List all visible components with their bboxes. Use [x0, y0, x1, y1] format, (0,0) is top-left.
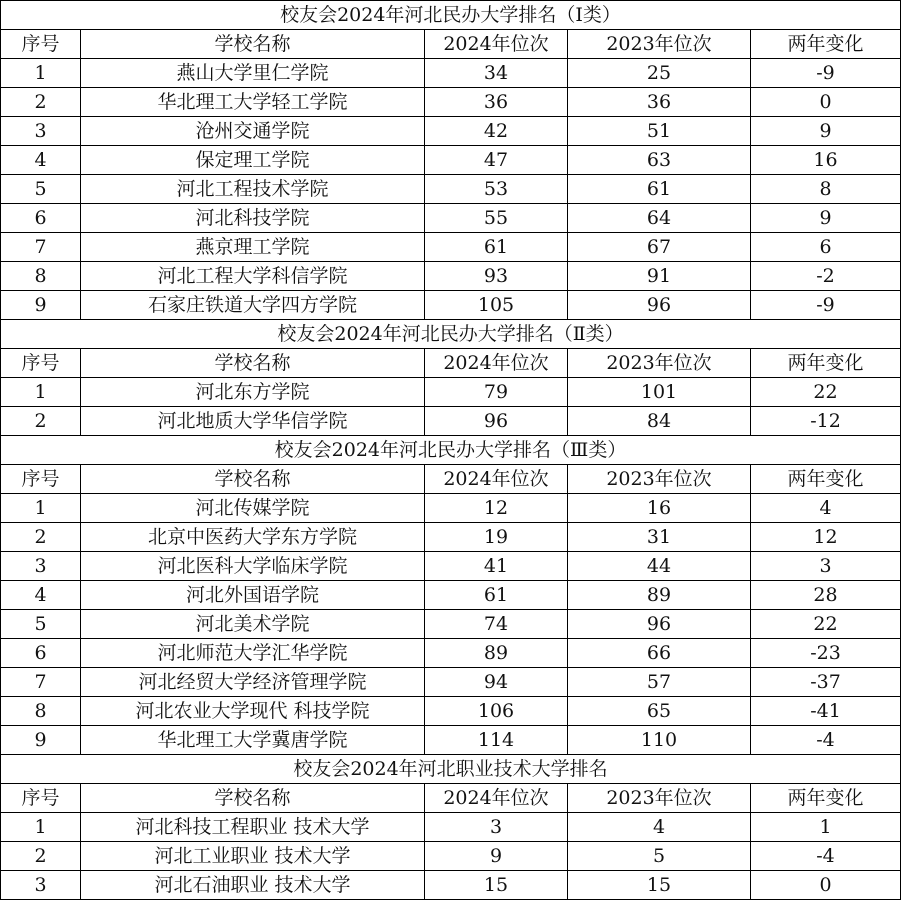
section-title: 校友会2024年河北民办大学排名（Ⅲ类） [1, 436, 901, 465]
rank-index-cell: 7 [1, 668, 81, 697]
rank-index-cell: 3 [1, 552, 81, 581]
rank-change-cell: 0 [751, 871, 901, 900]
rank-2024-cell: 61 [425, 581, 568, 610]
rank-2024-cell: 114 [425, 726, 568, 755]
rank-index-cell: 2 [1, 842, 81, 871]
table-row [1, 117, 901, 146]
school-name-cell: 河北东方学院 [81, 378, 425, 407]
table-row [1, 842, 901, 871]
rank-2023-cell: 25 [568, 59, 751, 88]
rank-change-cell: -9 [751, 291, 901, 320]
school-name-cell: 河北经贸大学经济管理学院 [81, 668, 425, 697]
header-rank-2024: 2024年位次 [425, 30, 568, 59]
table-row [1, 175, 901, 204]
school-name-cell: 河北农业大学现代 科技学院 [81, 697, 425, 726]
table-row [1, 871, 901, 900]
rank-change-cell: -41 [751, 697, 901, 726]
header-school-name: 学校名称 [81, 784, 425, 813]
school-name-cell: 石家庄铁道大学四方学院 [81, 291, 425, 320]
rank-2024-cell: 15 [425, 871, 568, 900]
school-name-cell: 河北工程大学科信学院 [81, 262, 425, 291]
rank-change-cell: 3 [751, 552, 901, 581]
header-rank-2024: 2024年位次 [425, 784, 568, 813]
rank-2023-cell: 101 [568, 378, 751, 407]
rank-index-cell: 6 [1, 639, 81, 668]
table-row [1, 813, 901, 842]
rank-2023-cell: 110 [568, 726, 751, 755]
rank-2024-cell: 47 [425, 146, 568, 175]
rank-index-cell: 1 [1, 494, 81, 523]
rank-index-cell: 2 [1, 88, 81, 117]
table-row [1, 204, 901, 233]
school-name-cell: 沧州交通学院 [81, 117, 425, 146]
column-header-row [1, 349, 901, 378]
rank-2024-cell: 89 [425, 639, 568, 668]
rank-change-cell: -37 [751, 668, 901, 697]
header-index: 序号 [1, 784, 81, 813]
school-name-cell: 河北工业职业 技术大学 [81, 842, 425, 871]
rank-index-cell: 5 [1, 175, 81, 204]
rank-change-cell: 28 [751, 581, 901, 610]
rank-change-cell: 22 [751, 378, 901, 407]
rank-2023-cell: 5 [568, 842, 751, 871]
section-title-row [1, 320, 901, 349]
rank-index-cell: 2 [1, 523, 81, 552]
section-title: 校友会2024年河北民办大学排名（Ⅱ类） [1, 320, 901, 349]
table-row [1, 88, 901, 117]
header-rank-change: 两年变化 [751, 784, 901, 813]
header-rank-2023: 2023年位次 [568, 30, 751, 59]
rank-2023-cell: 89 [568, 581, 751, 610]
rank-2023-cell: 96 [568, 291, 751, 320]
rank-change-cell: -9 [751, 59, 901, 88]
rank-2024-cell: 3 [425, 813, 568, 842]
rank-index-cell: 4 [1, 581, 81, 610]
header-rank-change: 两年变化 [751, 465, 901, 494]
school-name-cell: 华北理工大学轻工学院 [81, 88, 425, 117]
rank-2023-cell: 31 [568, 523, 751, 552]
header-rank-2024: 2024年位次 [425, 349, 568, 378]
rank-index-cell: 4 [1, 146, 81, 175]
column-header-row [1, 30, 901, 59]
rank-change-cell: -4 [751, 842, 901, 871]
rank-index-cell: 5 [1, 610, 81, 639]
rank-2024-cell: 105 [425, 291, 568, 320]
rank-change-cell: 22 [751, 610, 901, 639]
school-name-cell: 燕山大学里仁学院 [81, 59, 425, 88]
rank-change-cell: 8 [751, 175, 901, 204]
school-name-cell: 北京中医药大学东方学院 [81, 523, 425, 552]
rank-2024-cell: 41 [425, 552, 568, 581]
table-row [1, 146, 901, 175]
rank-2023-cell: 65 [568, 697, 751, 726]
table-row [1, 726, 901, 755]
rank-2023-cell: 66 [568, 639, 751, 668]
header-rank-2023: 2023年位次 [568, 784, 751, 813]
section-title-row [1, 755, 901, 784]
school-name-cell: 河北石油职业 技术大学 [81, 871, 425, 900]
table-row [1, 59, 901, 88]
section-title-row [1, 1, 901, 30]
rank-change-cell: -12 [751, 407, 901, 436]
school-name-cell: 河北师范大学汇华学院 [81, 639, 425, 668]
rank-2023-cell: 57 [568, 668, 751, 697]
header-rank-2023: 2023年位次 [568, 465, 751, 494]
rank-index-cell: 9 [1, 726, 81, 755]
school-name-cell: 河北医科大学临床学院 [81, 552, 425, 581]
header-school-name: 学校名称 [81, 30, 425, 59]
school-name-cell: 燕京理工学院 [81, 233, 425, 262]
rank-index-cell: 1 [1, 378, 81, 407]
section-title: 校友会2024年河北民办大学排名（Ⅰ类） [1, 1, 901, 30]
rank-2024-cell: 36 [425, 88, 568, 117]
table-row [1, 523, 901, 552]
rank-2024-cell: 42 [425, 117, 568, 146]
rank-index-cell: 3 [1, 871, 81, 900]
rank-2024-cell: 9 [425, 842, 568, 871]
rank-2023-cell: 61 [568, 175, 751, 204]
rank-2024-cell: 79 [425, 378, 568, 407]
rank-2023-cell: 96 [568, 610, 751, 639]
rank-change-cell: -2 [751, 262, 901, 291]
rank-2023-cell: 63 [568, 146, 751, 175]
rank-2023-cell: 84 [568, 407, 751, 436]
rank-2024-cell: 96 [425, 407, 568, 436]
table-row [1, 378, 901, 407]
rank-index-cell: 6 [1, 204, 81, 233]
rank-2024-cell: 61 [425, 233, 568, 262]
rank-change-cell: 0 [751, 88, 901, 117]
ranking-table-body [1, 1, 901, 900]
section-title: 校友会2024年河北职业技术大学排名 [1, 755, 901, 784]
school-name-cell: 河北地质大学华信学院 [81, 407, 425, 436]
rank-change-cell: 6 [751, 233, 901, 262]
rank-2024-cell: 19 [425, 523, 568, 552]
rank-index-cell: 1 [1, 59, 81, 88]
rank-index-cell: 7 [1, 233, 81, 262]
rank-2024-cell: 34 [425, 59, 568, 88]
rank-change-cell: -23 [751, 639, 901, 668]
rank-2024-cell: 53 [425, 175, 568, 204]
rank-index-cell: 2 [1, 407, 81, 436]
rank-index-cell: 8 [1, 697, 81, 726]
table-row [1, 494, 901, 523]
column-header-row [1, 465, 901, 494]
school-name-cell: 保定理工学院 [81, 146, 425, 175]
rank-2023-cell: 16 [568, 494, 751, 523]
rank-index-cell: 1 [1, 813, 81, 842]
school-name-cell: 河北外国语学院 [81, 581, 425, 610]
rank-index-cell: 9 [1, 291, 81, 320]
school-name-cell: 河北科技学院 [81, 204, 425, 233]
rank-2023-cell: 36 [568, 88, 751, 117]
header-school-name: 学校名称 [81, 349, 425, 378]
rank-2024-cell: 94 [425, 668, 568, 697]
rank-2023-cell: 51 [568, 117, 751, 146]
rank-2023-cell: 4 [568, 813, 751, 842]
rank-2023-cell: 44 [568, 552, 751, 581]
header-index: 序号 [1, 349, 81, 378]
rank-change-cell: 1 [751, 813, 901, 842]
header-index: 序号 [1, 465, 81, 494]
table-row [1, 697, 901, 726]
header-index: 序号 [1, 30, 81, 59]
column-header-row [1, 784, 901, 813]
rank-2023-cell: 64 [568, 204, 751, 233]
rank-2024-cell: 106 [425, 697, 568, 726]
table-row [1, 668, 901, 697]
school-name-cell: 河北工程技术学院 [81, 175, 425, 204]
table-row [1, 233, 901, 262]
school-name-cell: 河北传媒学院 [81, 494, 425, 523]
rank-change-cell: 12 [751, 523, 901, 552]
header-rank-2023: 2023年位次 [568, 349, 751, 378]
rank-2023-cell: 67 [568, 233, 751, 262]
header-rank-change: 两年变化 [751, 349, 901, 378]
rank-change-cell: 9 [751, 117, 901, 146]
table-row [1, 407, 901, 436]
rank-2024-cell: 55 [425, 204, 568, 233]
rank-2023-cell: 15 [568, 871, 751, 900]
rank-change-cell: -4 [751, 726, 901, 755]
rank-2024-cell: 12 [425, 494, 568, 523]
rank-change-cell: 9 [751, 204, 901, 233]
table-row [1, 262, 901, 291]
rank-2024-cell: 74 [425, 610, 568, 639]
rank-index-cell: 8 [1, 262, 81, 291]
table-row [1, 610, 901, 639]
rank-2024-cell: 93 [425, 262, 568, 291]
rank-index-cell: 3 [1, 117, 81, 146]
header-school-name: 学校名称 [81, 465, 425, 494]
school-name-cell: 河北科技工程职业 技术大学 [81, 813, 425, 842]
header-rank-2024: 2024年位次 [425, 465, 568, 494]
table-row [1, 291, 901, 320]
table-row [1, 639, 901, 668]
school-name-cell: 河北美术学院 [81, 610, 425, 639]
rank-change-cell: 16 [751, 146, 901, 175]
table-row [1, 552, 901, 581]
school-name-cell: 华北理工大学冀唐学院 [81, 726, 425, 755]
section-title-row [1, 436, 901, 465]
table-row [1, 581, 901, 610]
rank-2023-cell: 91 [568, 262, 751, 291]
rank-change-cell: 4 [751, 494, 901, 523]
header-rank-change: 两年变化 [751, 30, 901, 59]
